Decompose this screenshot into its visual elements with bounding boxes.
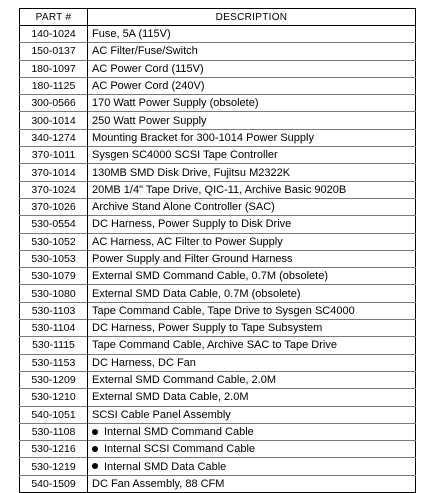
- table-row: [20, 302, 416, 319]
- part-number-cell: 370-1026: [20, 198, 88, 215]
- description-text: External SMD Command Cable, 2.0M: [92, 374, 277, 387]
- table-row: [20, 268, 416, 285]
- table-header: [20, 9, 416, 26]
- table-body: [20, 26, 416, 493]
- part-number-cell: 300-0566: [20, 95, 88, 112]
- description-cell: [88, 216, 416, 233]
- description-cell: [88, 112, 416, 129]
- description-cell: [88, 129, 416, 146]
- description-cell: [88, 43, 416, 60]
- table-row: [20, 216, 416, 233]
- table-row: [20, 129, 416, 146]
- part-number-cell: 530-1079: [20, 268, 88, 285]
- table-row: [20, 475, 416, 492]
- description-text: Internal SMD Data Cable: [104, 460, 227, 473]
- table-row: [20, 406, 416, 423]
- description-cell: [88, 337, 416, 354]
- description-text: Power Supply and Filter Ground Harness: [92, 253, 293, 265]
- description-text: Fuse, 5A (115V): [92, 28, 171, 41]
- table-row: [20, 285, 416, 302]
- description-cell: [88, 458, 416, 475]
- description-cell: [88, 475, 416, 492]
- description-cell: [88, 268, 416, 285]
- description-text: External SMD Data Cable, 0.7M (obsolete): [92, 287, 301, 300]
- description-text: Sysgen SC4000 SCSI Tape Controller: [92, 149, 278, 162]
- description-cell: [88, 233, 416, 250]
- part-number-cell: 150-0137: [20, 43, 88, 60]
- table-row: [20, 181, 416, 198]
- description-cell: [88, 389, 416, 406]
- table-row: [20, 60, 416, 77]
- part-number-cell: 180-1125: [20, 77, 88, 94]
- parts-table: [19, 8, 416, 493]
- description-cell: [88, 26, 416, 43]
- table-row: [20, 389, 416, 406]
- description-cell: [88, 77, 416, 94]
- description-text: Tape Command Cable, Archive SAC to Tape Drive: [92, 339, 337, 352]
- part-number-header: PART #: [20, 9, 88, 26]
- table-row: [20, 95, 416, 112]
- description-text: Internal SCSI Command Cable: [104, 443, 256, 456]
- description-cell: [88, 60, 416, 77]
- table-row: [20, 112, 416, 129]
- table-row: [20, 233, 416, 250]
- description-text: DC Fan Assembly, 88 CFM: [92, 477, 225, 490]
- description-cell: [88, 371, 416, 388]
- table-row: [20, 320, 416, 337]
- description-cell: [88, 406, 416, 423]
- description-text: 250 Watt Power Supply: [92, 114, 207, 127]
- description-text: AC Power Cord (240V): [92, 80, 205, 93]
- description-cell: [88, 95, 416, 112]
- description-cell: [88, 181, 416, 198]
- description-text: 170 Watt Power Supply (obsolete): [92, 97, 259, 110]
- part-number-cell: 300-1014: [20, 112, 88, 129]
- part-number-cell: 530-1104: [20, 320, 88, 337]
- part-number-cell: 530-1153: [20, 354, 88, 371]
- description-text: DC Harness, Power Supply to Disk Drive: [92, 218, 292, 231]
- part-number-cell: 530-1052: [20, 233, 88, 250]
- part-number-cell: 370-1011: [20, 147, 88, 164]
- part-number-cell: 530-1053: [20, 250, 88, 267]
- table-row: [20, 77, 416, 94]
- description-cell: [88, 441, 416, 458]
- part-number-cell: 540-1509: [20, 475, 88, 492]
- description-text: DC Harness, Power Supply to Tape Subsystem: [92, 322, 323, 335]
- table-row: [20, 354, 416, 371]
- part-number-cell: 140-1024: [20, 26, 88, 43]
- description-text: AC Filter/Fuse/Switch: [92, 45, 198, 58]
- table-row: [20, 250, 416, 267]
- part-number-cell: 530-1080: [20, 285, 88, 302]
- table-row: [20, 371, 416, 388]
- description-text: External SMD Data Cable, 2.0M: [92, 391, 249, 404]
- bullet-icon: [92, 446, 98, 452]
- part-number-cell: 370-1024: [20, 181, 88, 198]
- description-text: Mounting Bracket for 300-1014 Power Supply: [92, 131, 314, 144]
- part-number-cell: 530-1219: [20, 458, 88, 475]
- description-text: External SMD Command Cable, 0.7M (obsolete): [92, 270, 328, 283]
- table-row: [20, 458, 416, 475]
- table-row: [20, 147, 416, 164]
- part-number-cell: 530-1103: [20, 302, 88, 319]
- description-text: 130MB SMD Disk Drive, Fujitsu M2322K: [92, 166, 291, 179]
- description-cell: [88, 285, 416, 302]
- description-text: SCSI Cable Panel Assembly: [92, 408, 231, 421]
- part-number-cell: 530-1108: [20, 423, 88, 440]
- part-number-cell: 530-0554: [20, 216, 88, 233]
- header-row: [20, 9, 416, 26]
- table-row: [20, 26, 416, 43]
- description-text: DC Harness, DC Fan: [92, 356, 196, 369]
- part-number-cell: 540-1051: [20, 406, 88, 423]
- table-row: [20, 441, 416, 458]
- description-cell: [88, 302, 416, 319]
- description-cell: [88, 423, 416, 440]
- part-number-cell: 530-1210: [20, 389, 88, 406]
- description-cell: [88, 320, 416, 337]
- part-number-cell: 530-1115: [20, 337, 88, 354]
- description-text: Tape Command Cable, Tape Drive to Sysgen SC4000: [92, 304, 355, 317]
- description-header: DESCRIPTION: [88, 9, 416, 26]
- part-number-cell: 370-1014: [20, 164, 88, 181]
- part-number-cell: 180-1097: [20, 60, 88, 77]
- table-row: [20, 43, 416, 60]
- bullet-icon: [92, 429, 98, 435]
- description-text: AC Harness, AC Filter to Power Supply: [92, 235, 283, 248]
- description-cell: [88, 250, 416, 267]
- description-cell: [88, 354, 416, 371]
- table-row: [20, 337, 416, 354]
- description-text: AC Power Cord (115V): [92, 62, 204, 75]
- bullet-icon: [92, 463, 98, 469]
- description-text: 20MB 1/4" Tape Drive, QIC-11, Archive Basic 9020B: [92, 183, 347, 196]
- description-cell: [88, 147, 416, 164]
- description-text: Internal SMD Command Cable: [104, 425, 254, 438]
- part-number-cell: 340-1274: [20, 129, 88, 146]
- description-cell: [88, 198, 416, 215]
- part-number-cell: 530-1216: [20, 441, 88, 458]
- table-row: [20, 423, 416, 440]
- table-row: [20, 198, 416, 215]
- part-number-cell: 530-1209: [20, 371, 88, 388]
- table-row: [20, 164, 416, 181]
- description-text: Archive Stand Alone Controller (SAC): [92, 201, 275, 214]
- description-cell: [88, 164, 416, 181]
